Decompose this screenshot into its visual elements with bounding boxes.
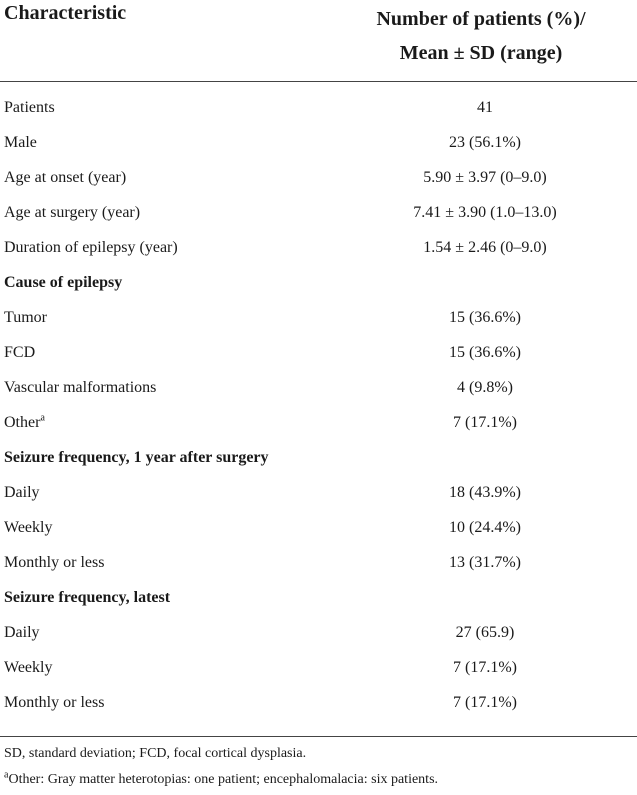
table-row: [0, 510, 637, 545]
row-label-text: Vascular malformations: [4, 379, 157, 396]
row-label-text: Weekly: [4, 519, 53, 536]
row-label: [4, 484, 40, 502]
row-label-text: Monthly or less: [4, 554, 105, 571]
row-label: [4, 449, 269, 467]
table-row: [0, 230, 637, 265]
row-label: [4, 379, 156, 397]
row-label: [4, 99, 55, 117]
row-label: [4, 134, 37, 152]
row-label: [4, 659, 52, 677]
row-label-text: Patients: [4, 99, 55, 116]
table-row: [0, 90, 637, 125]
header-value: [331, 2, 631, 70]
header-value-line1: Number of patients (%)/: [376, 8, 586, 30]
row-value: 13 (31.7%): [449, 554, 521, 571]
section-header-row: [0, 440, 637, 475]
footnote-abbreviations: SD, standard deviation; FCD, focal cortical dysplasia.: [4, 746, 307, 761]
row-label: [4, 309, 47, 327]
row-value: 1.54 ± 2.46 (0–9.0): [423, 239, 547, 256]
row-value: 7 (17.1%): [453, 694, 517, 711]
table-row: [0, 370, 637, 405]
row-value: 15 (36.6%): [449, 344, 521, 361]
table-row: [0, 335, 637, 370]
table-row: [0, 160, 637, 195]
row-label: [4, 694, 104, 712]
row-label: [4, 554, 104, 572]
row-label: [4, 344, 35, 362]
footnote-a: [4, 769, 439, 788]
row-value: 41: [477, 99, 493, 116]
row-value: 4 (9.8%): [457, 379, 513, 396]
footnote-marker: a: [40, 412, 45, 424]
table-row: [0, 615, 637, 650]
row-label-text: Tumor: [4, 309, 47, 326]
table-row: [0, 475, 637, 510]
table-row: [0, 405, 637, 440]
table-row: [0, 300, 637, 335]
header-characteristic: Characteristic: [4, 2, 127, 24]
row-label-text: FCD: [4, 344, 36, 361]
section-header-row: [0, 265, 637, 300]
footnote-a-marker: a: [4, 769, 9, 781]
row-value: 7.41 ± 3.90 (1.0–13.0): [413, 204, 557, 221]
row-value: 7 (17.1%): [453, 659, 517, 676]
row-label-text: Duration of epilepsy (year): [4, 239, 178, 256]
table-footnotes: [0, 736, 637, 787]
row-label: [4, 589, 170, 607]
row-label: [4, 239, 178, 257]
row-label: [4, 624, 40, 642]
row-value: 10 (24.4%): [449, 519, 521, 536]
row-value: 27 (65.9): [455, 624, 515, 641]
section-header-row: [0, 580, 637, 615]
row-value: 15 (36.6%): [449, 309, 521, 326]
row-label-text: Daily: [4, 624, 40, 641]
row-label-text: Age at surgery (year): [4, 204, 141, 221]
row-value: 7 (17.1%): [453, 414, 517, 431]
row-label-text: Other: [4, 414, 41, 431]
row-value: 18 (43.9%): [449, 484, 521, 501]
row-label-text: Weekly: [4, 659, 53, 676]
table-row: [0, 195, 637, 230]
row-label: [4, 519, 52, 537]
row-label-text: Monthly or less: [4, 694, 105, 711]
table-row: [0, 545, 637, 580]
table-row: [0, 685, 637, 720]
row-label-text: Male: [4, 134, 37, 151]
row-label-text: Cause of epilepsy: [4, 274, 123, 291]
row-label-text: Age at onset (year): [4, 169, 127, 186]
row-value: 23 (56.1%): [449, 134, 521, 151]
table-row: [0, 650, 637, 685]
row-label: [4, 169, 126, 187]
row-label: [4, 204, 140, 222]
table-row: [0, 125, 637, 160]
row-label-text: Daily: [4, 484, 40, 501]
row-label: [4, 414, 45, 432]
table-body: [0, 90, 637, 720]
footnote-a-text: Other: Gray matter heterotopias: one patient; encephalomalacia: six patients.: [8, 772, 439, 787]
header-value-line2: Mean ± SD (range): [399, 42, 563, 64]
row-label: [4, 274, 122, 292]
row-value: 5.90 ± 3.97 (0–9.0): [423, 169, 547, 186]
row-label-text: Seizure frequency, 1 year after surgery: [4, 449, 269, 466]
row-label-text: Seizure frequency, latest: [4, 589, 171, 606]
table-header: [0, 0, 637, 82]
